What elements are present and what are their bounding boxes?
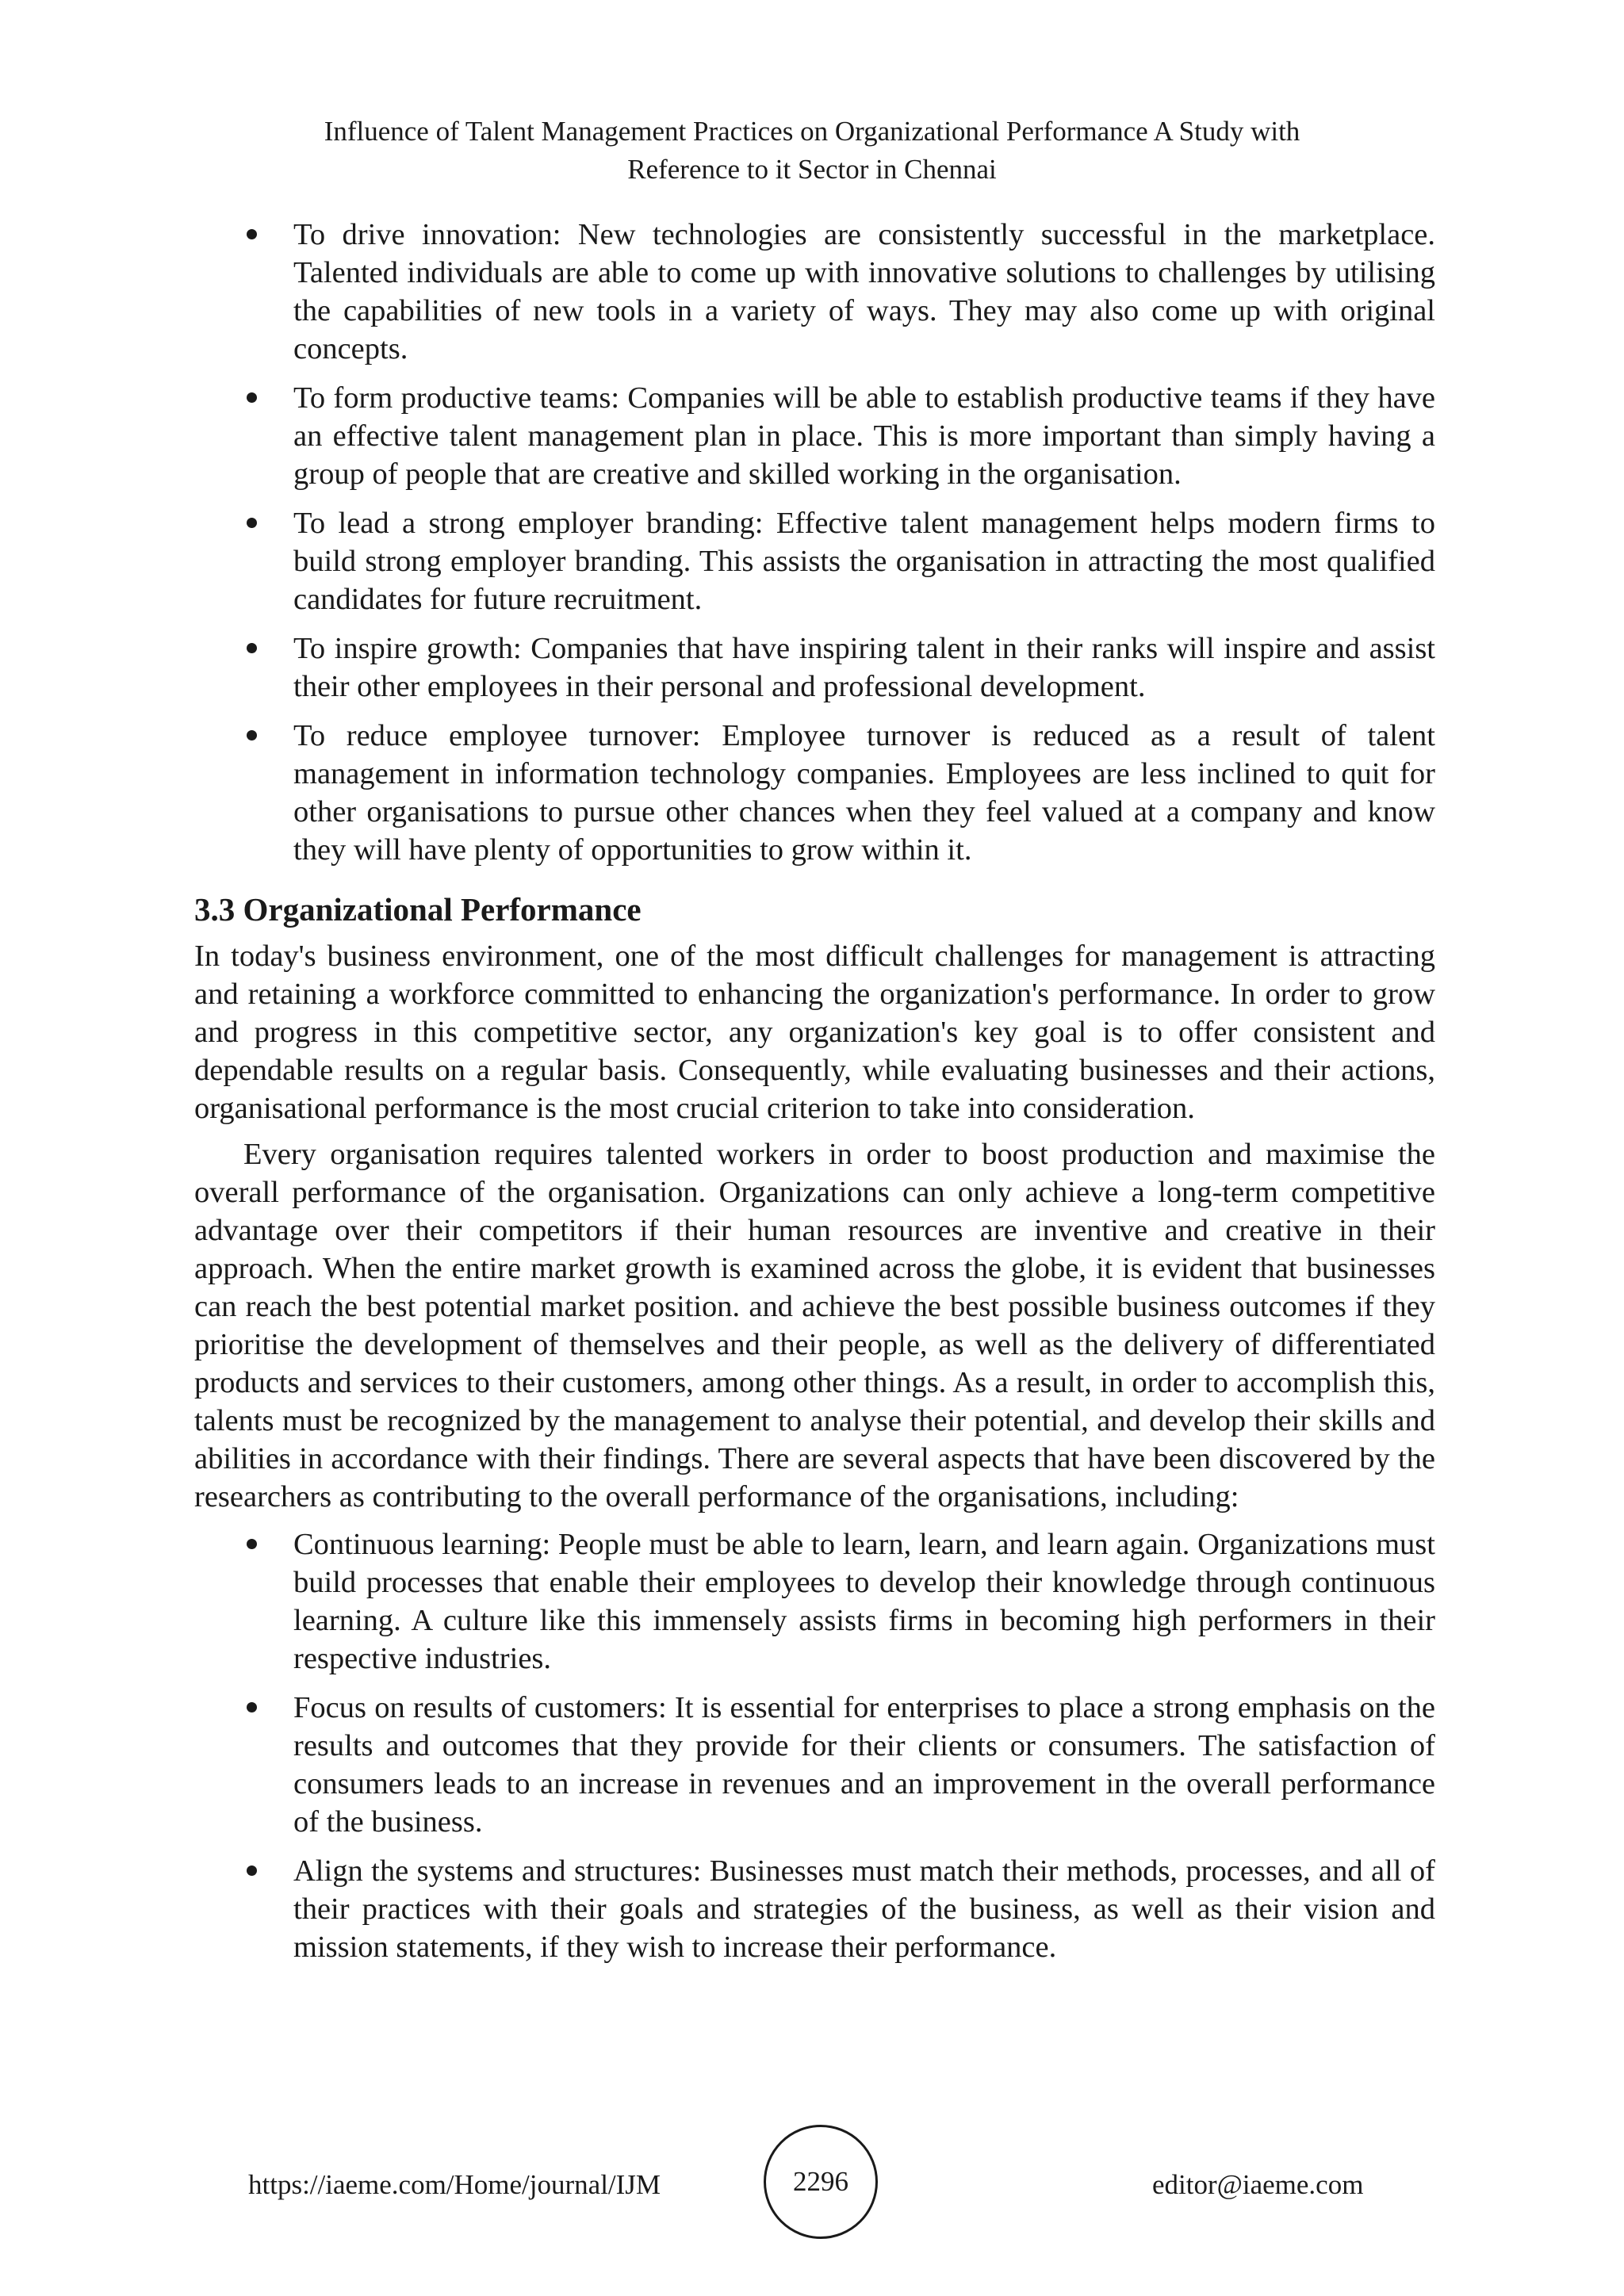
page-number-badge [764,2125,878,2239]
list-item-text: To lead a strong employer branding: Effective talent management helps modern firms to build strong employer branding. This assists the organisation in attracting the most qualified candidates for future recruitment. [293,507,1435,616]
paragraph-2: Every organisation requires talented workers in order to boost production and maximise the overall performance of the organisation. Organizations can only achieve a long-term competitive advantage over their competitors if their human resources are inventive and creative in their approach. When the entire market growth is examined across the globe, it is evident that businesses can reach the best potential market position. and achieve the best possible business outcomes if they prioritise the development of themselves and their people, as well as the delivery of differentiated products and services to their customers, among other things. As a result, in order to accomplish this, talents must be recognized by the management to analyse their potential, and develop their skills and abilities in accordance with their findings. There are several aspects that have been discovered by the researchers as contributing to the overall performance of the organisations, including: [194,1138,1435,1513]
bullet-icon [247,730,257,740]
bullet-icon [247,1702,257,1712]
list-item [194,629,1435,706]
section-heading: 3.3 Organizational Performance [194,891,642,928]
list-item [194,717,1435,869]
bullet-list-performance-aspects [194,1525,1435,1966]
list-item-text: To form productive teams: Companies will be able to establish productive teams if they have an effective talent management plan in place. This is more important than simply having a group of people that are creative and skilled working in the organisation. [293,381,1435,491]
page-footer [0,2125,1624,2244]
footer-email-link[interactable]: editor@iaeme.com [1152,2169,1364,2200]
running-header-line-1: Influence of Talent Management Practices on Organizational Performance A Study with [324,116,1300,147]
paragraph-1: In today's business environment, one of the most difficult challenges for management is attracting and retaining a workforce committed to enhancing the organization's performance. In order to grow and progress in this competitive sector, any organization's key goal is to offer consistent and dependable results on a regular basis. Consequently, while evaluating businesses and their actions, organisational performance is the most crucial criterion to take into consideration. [194,939,1435,1125]
bullet-icon [247,643,257,653]
list-item [194,504,1435,618]
page-number: 2296 [793,2166,848,2197]
bullet-icon [247,229,257,239]
list-item-text: Focus on results of customers: It is essential for enterprises to place a strong emphasis on the results and outcomes that they provide for their clients or consumers. The satisfaction of consumers leads to an increase in revenues and an improvement in the overall performance of the business. [293,1691,1435,1839]
list-item [194,1525,1435,1678]
bullet-icon [247,392,257,403]
list-item-text: To drive innovation: New technologies are consistently successful in the marketplace. Talented individuals are able to come up with innovative solutions to challenges by utilising the capabilities of new tools in a variety of ways. They may also come up with original concepts. [293,218,1435,365]
list-item-text: Continuous learning: People must be able to learn, learn, and learn again. Organizations must build processes that enable their employees to develop their knowledge through continuous learning. A culture like this immensely assists firms in becoming high performers in their respective industries. [293,1528,1435,1675]
list-item [194,216,1435,368]
footer-journal-link[interactable]: https://iaeme.com/Home/journal/IJM [248,2169,661,2200]
running-header [222,113,1402,189]
bullet-icon [247,1539,257,1549]
bullet-list-talent-benefits [194,216,1435,869]
list-item [194,379,1435,493]
list-item [194,1689,1435,1841]
list-item [194,1852,1435,1966]
bullet-icon [247,1866,257,1876]
list-item-text: To inspire growth: Companies that have inspiring talent in their ranks will inspire and assist their other employees in their personal and professional development. [293,632,1435,703]
list-item-text: Align the systems and structures: Businesses must match their methods, processes, and all of their practices with their goals and strategies of the business, as well as their vision and mission statements, if they wish to increase their performance. [293,1854,1435,1964]
article-body [194,216,1435,1977]
list-item-text: To reduce employee turnover: Employee turnover is reduced as a result of talent management in information technology companies. Employees are less inclined to quit for other organisations to pursue other chances when they feel valued at a company and know they will have plenty of opportunities to grow within it. [293,719,1435,867]
bullet-icon [247,518,257,528]
running-header-line-2: Reference to it Sector in Chennai [627,154,997,185]
